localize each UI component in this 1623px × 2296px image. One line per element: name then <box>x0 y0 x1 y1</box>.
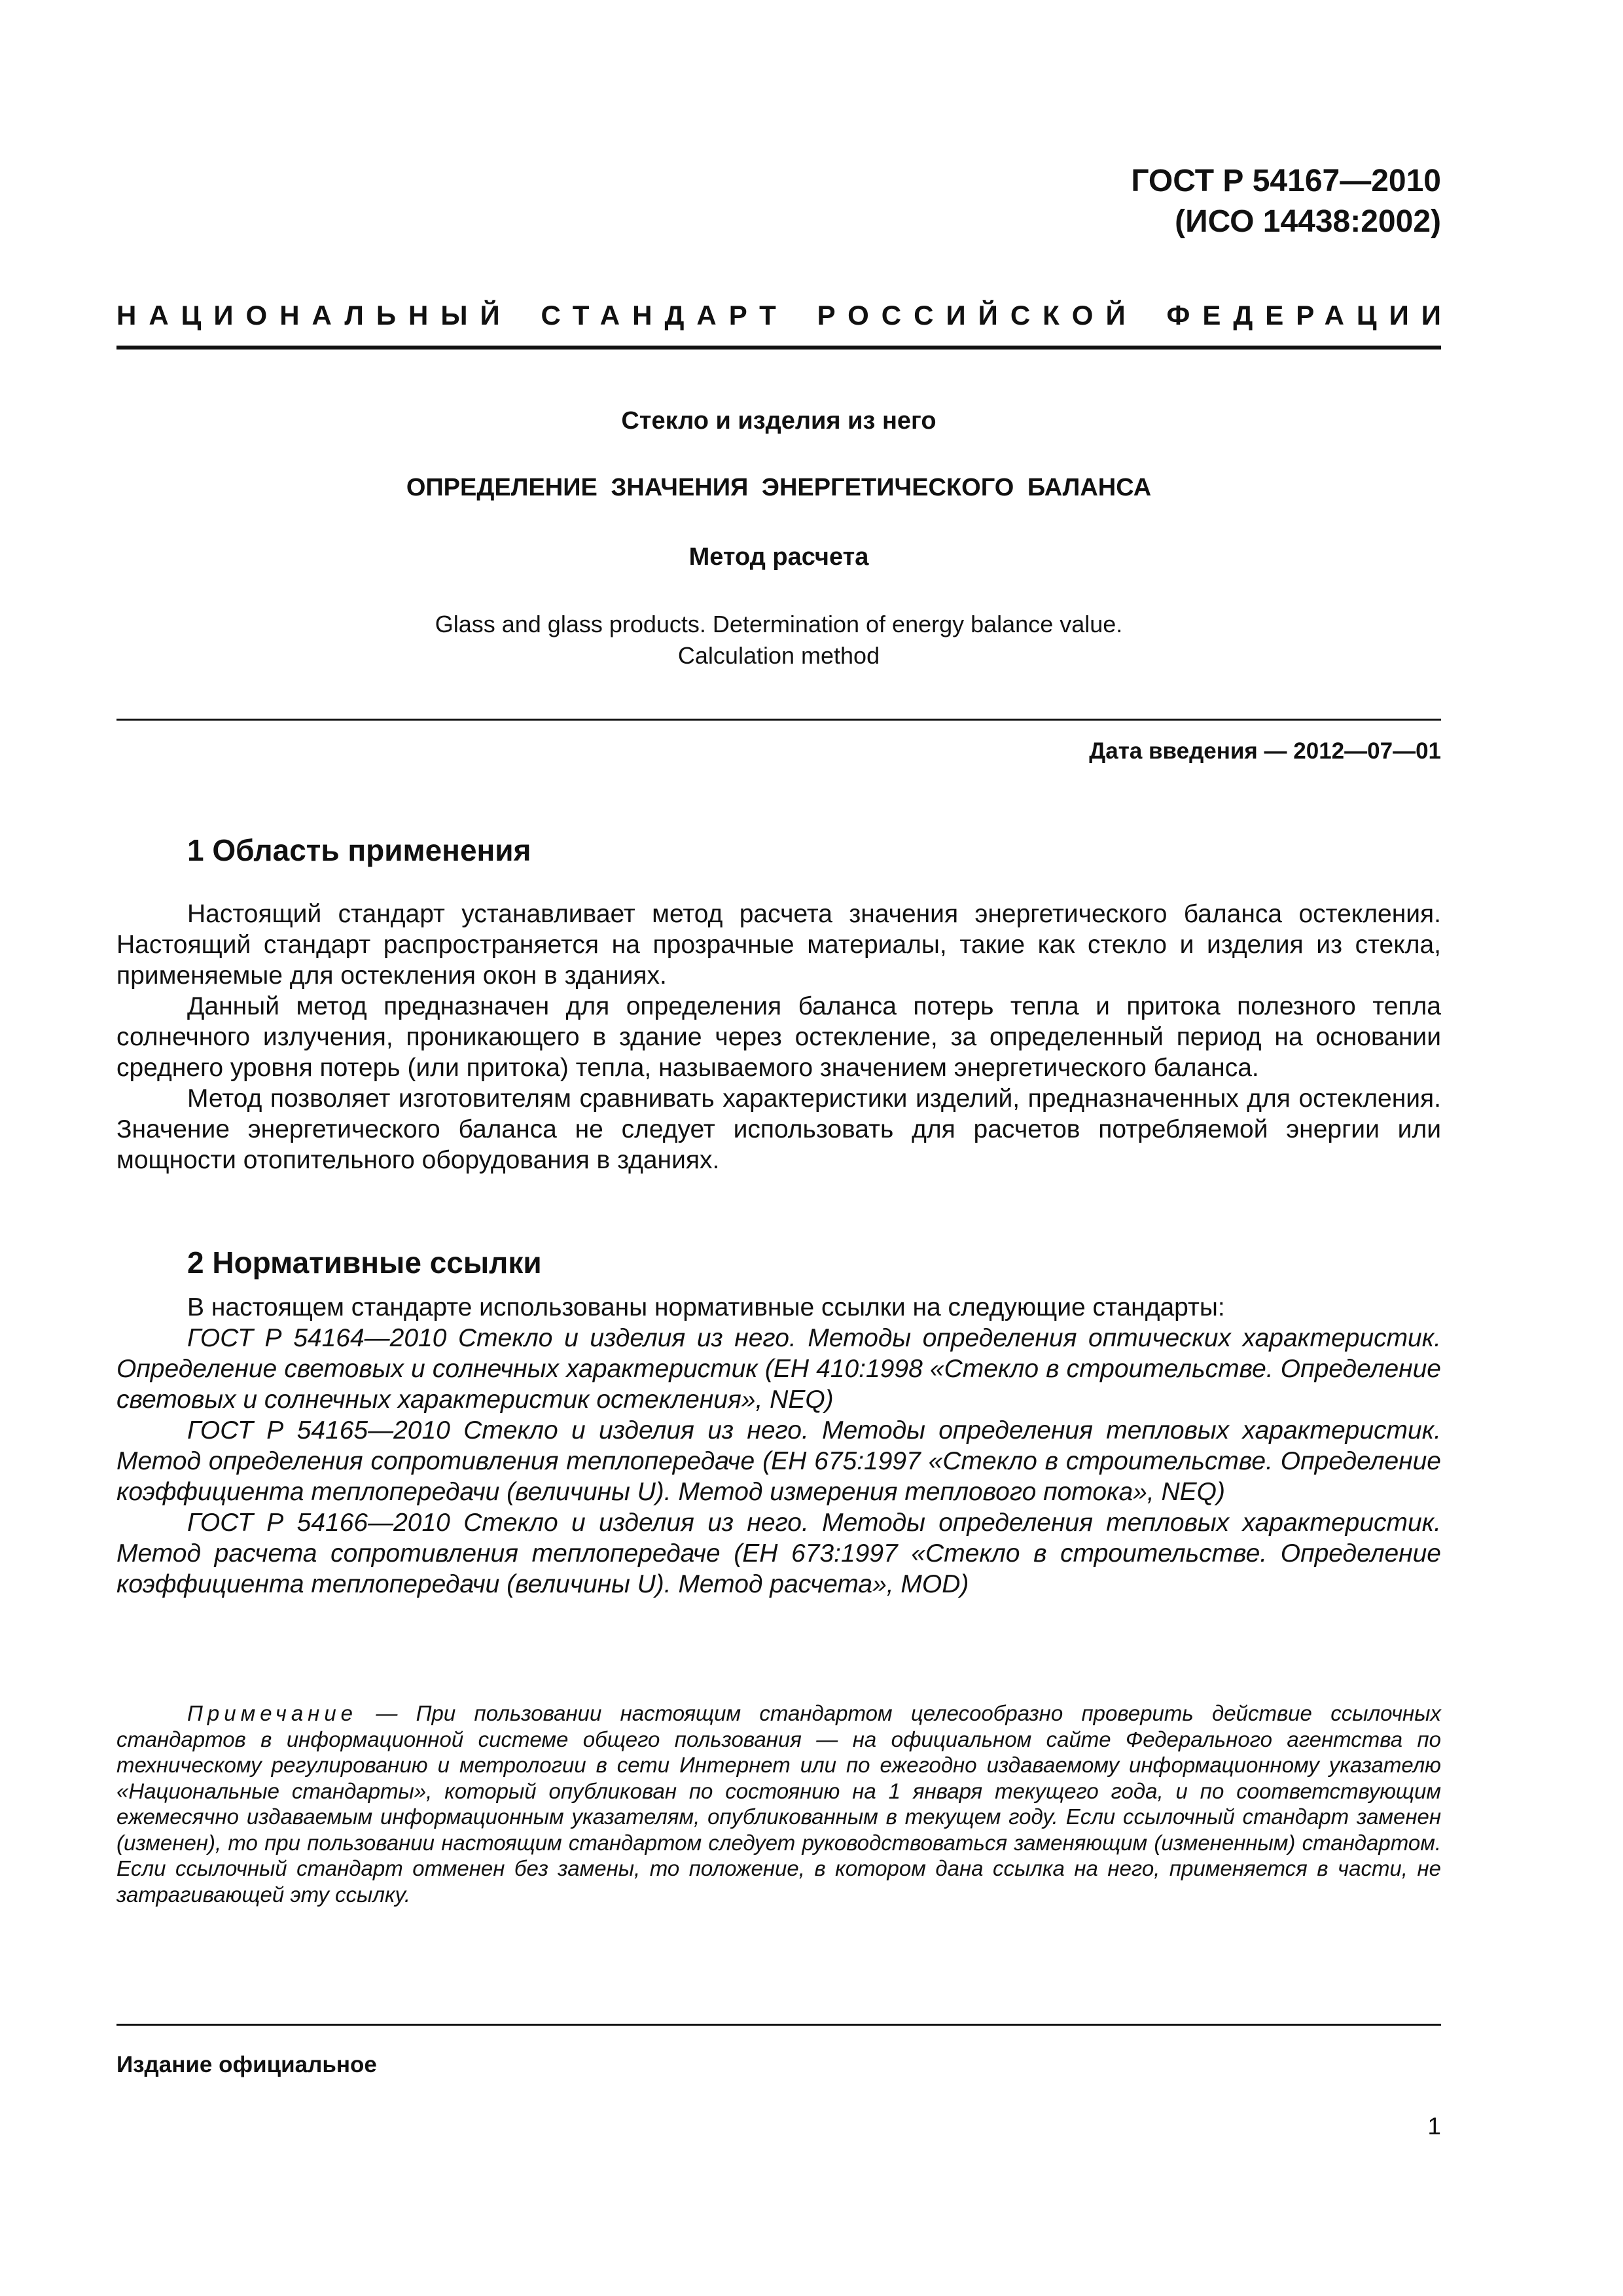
banner-divider <box>116 346 1441 350</box>
paragraph: В настоящем стандарте использованы нормативные ссылки на следующие стандарты: <box>187 1293 1225 1321</box>
document-method: Метод расчета <box>688 543 869 571</box>
introduction-date: Дата введения — 2012—07—01 <box>1089 738 1441 764</box>
official-edition-label: Издание официальное <box>116 2052 377 2077</box>
paragraph: Настоящий стандарт устанавливает метод расчета значения энергетического баланса остекления. Настоящий стандарт распространяется на прозрачные материалы, такие как стекло и изделия из стекла, применяемые для остекления окон в зданиях. <box>116 900 1441 990</box>
paragraph: Данный метод предназначен для определения баланса потерь тепла и притока полезного тепла солнечного излучения, проникающего в здание через остекление, за определенный период на основании среднего уровня потерь (или притока) тепла, называемого значением энергетического баланса. <box>116 992 1441 1082</box>
banner-word: СТАНДАРТ <box>541 300 789 331</box>
paragraph: Метод позволяет изготовителям сравнивать характеристики изделий, предназначенных для остекления. Значение энергетического баланса не следует использовать для расчетов потребляемой энергии или мощности отопительного оборудования в зданиях. <box>116 1085 1441 1174</box>
banner-word: НАЦИОНАЛЬНЫЙ <box>116 300 512 331</box>
section-2-body <box>116 1292 1441 1600</box>
section-1-body <box>116 899 1441 1175</box>
english-title-line: Glass and glass products. Determination of energy balance value. <box>435 611 1123 637</box>
english-title <box>116 609 1441 672</box>
document-number-gost: ГОСТ Р 54167—2010 <box>1131 164 1441 198</box>
section-1-heading: 1 Область применения <box>187 833 531 867</box>
national-standard-banner <box>116 300 1454 331</box>
section-2-heading: 2 Нормативные ссылки <box>187 1246 542 1280</box>
banner-word: РОССИЙСКОЙ <box>817 300 1138 331</box>
page-number: 1 <box>1427 2113 1441 2140</box>
footer-divider <box>116 2024 1441 2026</box>
title-divider <box>116 719 1441 721</box>
english-title-line: Calculation method <box>677 642 880 669</box>
note-text: — При пользовании настоящим стандартом целесообразно проверить действие ссылочных стандартов в информационной системе общего пользования — на официальном сайте Федерального агентства по техническому регулированию и метрологии в сети Интернет или по ежегодно издаваемому информационному указателю «Национальные стандарты», который опубликован по состоянию на 1 января текущего года, и по соответствующим ежемесячно издаваемым информационным указателям, опубликованным в текущем году. Если ссылочный стандарт заменен (изменен), то при пользовании настоящим стандартом следует руководствоваться заменяющим (измененным) стандартом. Если ссылочный стандарт отменен без замены, то положение, в котором дана ссылка на него, применяется в части, не затрагивающей эту ссылку. <box>116 1701 1441 1907</box>
note <box>116 1700 1441 1907</box>
note-label: Примечание <box>187 1701 358 1725</box>
reference-item: ГОСТ Р 54165—2010 Стекло и изделия из него. Методы определения тепловых характеристик. Метод определения сопротивления теплопередаче (ЕН 675:1997 «Стекло в строительстве. Определение коэффициента теплопередачи (величины U). Метод измерения теплового потока», NEQ) <box>116 1416 1441 1506</box>
document-subject: Стекло и изделия из него <box>621 407 936 435</box>
document-main-title: ОПРЕДЕЛЕНИЕ ЗНАЧЕНИЯ ЭНЕРГЕТИЧЕСКОГО БАЛАНСА <box>406 474 1152 501</box>
document-number <box>1131 161 1441 242</box>
document-number-iso: (ИСО 14438:2002) <box>1175 204 1441 239</box>
reference-item: ГОСТ Р 54164—2010 Стекло и изделия из него. Методы определения оптических характеристик. Определение световых и солнечных характеристик (ЕН 410:1998 «Стекло в строительстве. Определение световых и солнечных характеристик остекления», NEQ) <box>116 1324 1441 1414</box>
reference-item: ГОСТ Р 54166—2010 Стекло и изделия из него. Методы определения тепловых характеристик. Метод расчета сопротивления теплопередаче (ЕН 673:1997 «Стекло в строительстве. Определение коэффициента теплопередачи (величины U). Метод расчета», MOD) <box>116 1509 1441 1598</box>
banner-word: ФЕДЕРАЦИИ <box>1166 300 1454 331</box>
